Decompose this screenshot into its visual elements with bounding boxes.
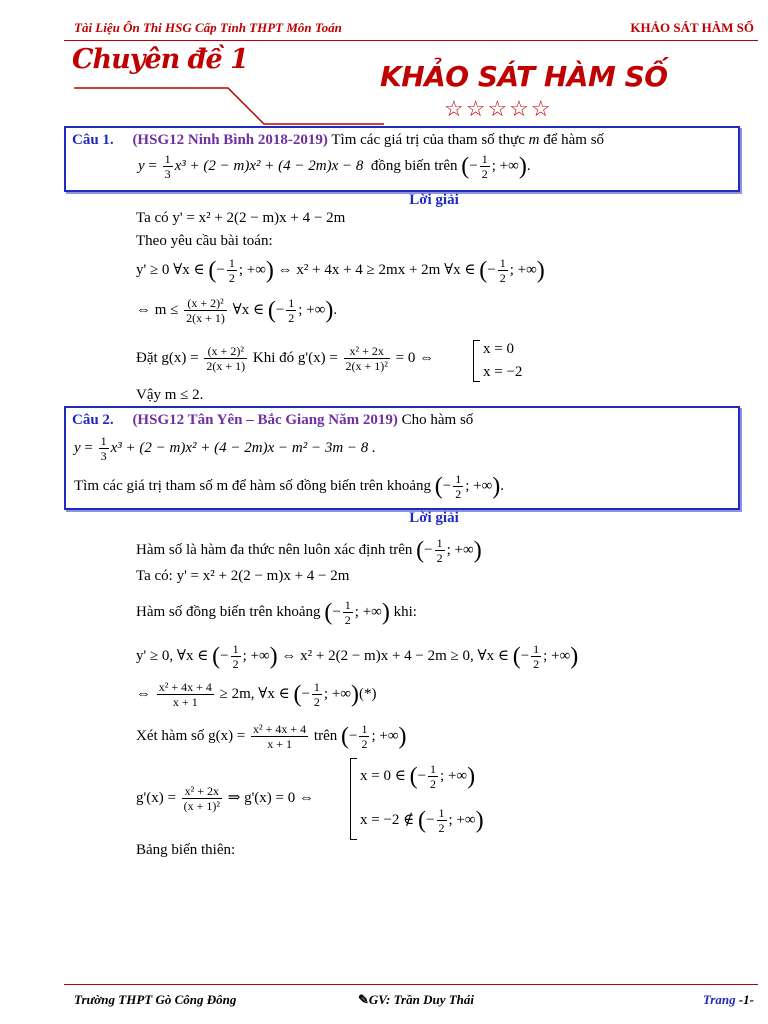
question-2-source: (HSG12 Tân Yên – Bắc Giang Năm 2019)	[132, 412, 398, 428]
banner-decoration	[64, 70, 394, 130]
header-rule	[64, 40, 758, 41]
solution-2-line4: y' ≥ 0, ∀x ∈ (− $\frac{1}{2}$ ; +∞) ⇔ x² + 2(2 − m)x + 4 − 2m ≥ 0, ∀x ∈ (− $\frac{1}{2}$ ; +∞)	[136, 642, 579, 671]
solution-1-conclusion: Vậy m ≤ 2.	[136, 387, 204, 403]
footer-school: Trường THPT Gò Công Đông	[74, 992, 237, 1007]
footer-teacher: ✎GV: Trần Duy Thái	[358, 992, 474, 1007]
solution-2-line1: Hàm số là hàm đa thức nên luôn xác định trên (− $\frac{1}{2}$ ; +∞)	[136, 536, 482, 565]
case-bracket-2	[350, 758, 357, 840]
solution-1-heading: Lời giải	[409, 192, 459, 208]
question-1-source: (HSG12 Ninh Bình 2018-2019)	[132, 132, 328, 148]
page-title: KHẢO SÁT HÀM SỐ	[380, 60, 668, 93]
footer-rule	[64, 984, 758, 985]
question-2-function: x³ + (2 − m)x² + (4 − 2m)x − m² − 3m − 8 .	[110, 439, 376, 456]
solution-1-line4: ⇔ m ≤ $\frac{\text{(x + 2)²}}{2(x + 1)}$ ∀x ∈ (− $\frac{1}{2}$ ; +∞).	[136, 296, 338, 325]
question-2-line3: Tìm các giá trị tham số m để hàm số đồng biến trên khoảng (− $\frac{1}{2}$ ; +∞).	[74, 472, 505, 501]
solution-2-line7: g'(x) = $\frac{\text{x² + 2x}}{\text{(x + 1)²}}$ ⇒ g'(x) = 0 ⇔	[136, 784, 314, 813]
question-2-line1	[72, 410, 473, 430]
question-1-line2: y = $\frac{1}{3}$ x³ + (2 − m)x² + (4 − 2m)x − 8 đồng biến trên (− $\frac{1}{2}$ ; +∞).	[138, 152, 531, 181]
header-left: Tài Liệu Ôn Thi HSG Cấp Tỉnh THPT Môn Toán	[74, 20, 342, 35]
question-1-text3: đồng biến trên	[370, 157, 458, 174]
solution-1-line3: y' ≥ 0 ∀x ∈ (− $\frac{1}{2}$ ; +∞) ⇔ x² + 4x + 4 ≥ 2mx + 2m ∀x ∈ (− $\frac{1}{2}$ ; +∞)	[136, 256, 545, 285]
solution-1-line2: Theo yêu cầu bài toán:	[136, 233, 273, 249]
difficulty-stars: ☆☆☆☆☆	[444, 96, 553, 121]
question-2-text: Cho hàm số	[401, 412, 474, 428]
question-1-function: x³ + (2 − m)x² + (4 − 2m)x − 8	[174, 157, 364, 174]
solution-2-line6: Xét hàm số g(x) = $\frac{\text{x² + 4x + 4}}{x + 1}$ trên (− $\frac{1}{2}$ ; +∞)	[136, 722, 407, 751]
solution-2-line5: ⇔ $\frac{\text{x² + 4x + 4}}{x + 1}$ ≥ 2m, ∀x ∈ (− $\frac{1}{2}$ ; +∞)(*)	[136, 680, 377, 709]
pen-icon: ✎	[358, 992, 369, 1007]
question-1-label: Câu 1.	[72, 132, 114, 148]
solution-2-heading: Lời giải	[409, 510, 459, 526]
footer-page: Trang -1-	[702, 992, 754, 1007]
solution-2-case2: x = −2 ∉ (− $\frac{1}{2}$ ; +∞)	[360, 806, 484, 835]
chapter-label: Chuyên đề 1	[72, 44, 248, 75]
solution-2-line2: Ta có: y' = x² + 2(2 − m)x + 4 − 2m	[136, 568, 350, 584]
question-1-text2: để hàm số	[543, 132, 605, 148]
question-2-label: Câu 2.	[72, 412, 114, 428]
question-2-line2: y = $\frac{1}{3}$ x³ + (2 − m)x² + (4 − 2m)x − m² − 3m − 8 .	[74, 434, 376, 463]
solution-2-line8: Bảng biến thiên:	[136, 842, 236, 858]
solution-2-line3: Hàm số đồng biến trên khoảng (− $\frac{1}{2}$ ; +∞) khi:	[136, 598, 417, 627]
solution-1-line1: Ta có y' = x² + 2(2 − m)x + 4 − 2m	[136, 210, 346, 226]
solution-1-line5: Đặt g(x) = $\frac{\text{(x + 2)²}}{2(x + 1)}$ Khi đó g'(x) = $\frac{\text{x² + 2x}}{\text{2(x + 1)²}}$ = 0 ⇔	[136, 344, 435, 373]
question-1-line1	[72, 130, 732, 150]
header-right: KHẢO SÁT HÀM SỐ	[630, 20, 754, 35]
case-bracket	[473, 340, 480, 382]
var-m: m	[528, 132, 540, 148]
solution-1-case2: x = −2	[483, 364, 523, 380]
solution-1-case1: x = 0	[483, 341, 514, 357]
question-1-text: Tìm các giá trị của tham số thực	[331, 132, 525, 148]
solution-2-case1: x = 0 ∈ (− $\frac{1}{2}$ ; +∞)	[360, 762, 476, 791]
